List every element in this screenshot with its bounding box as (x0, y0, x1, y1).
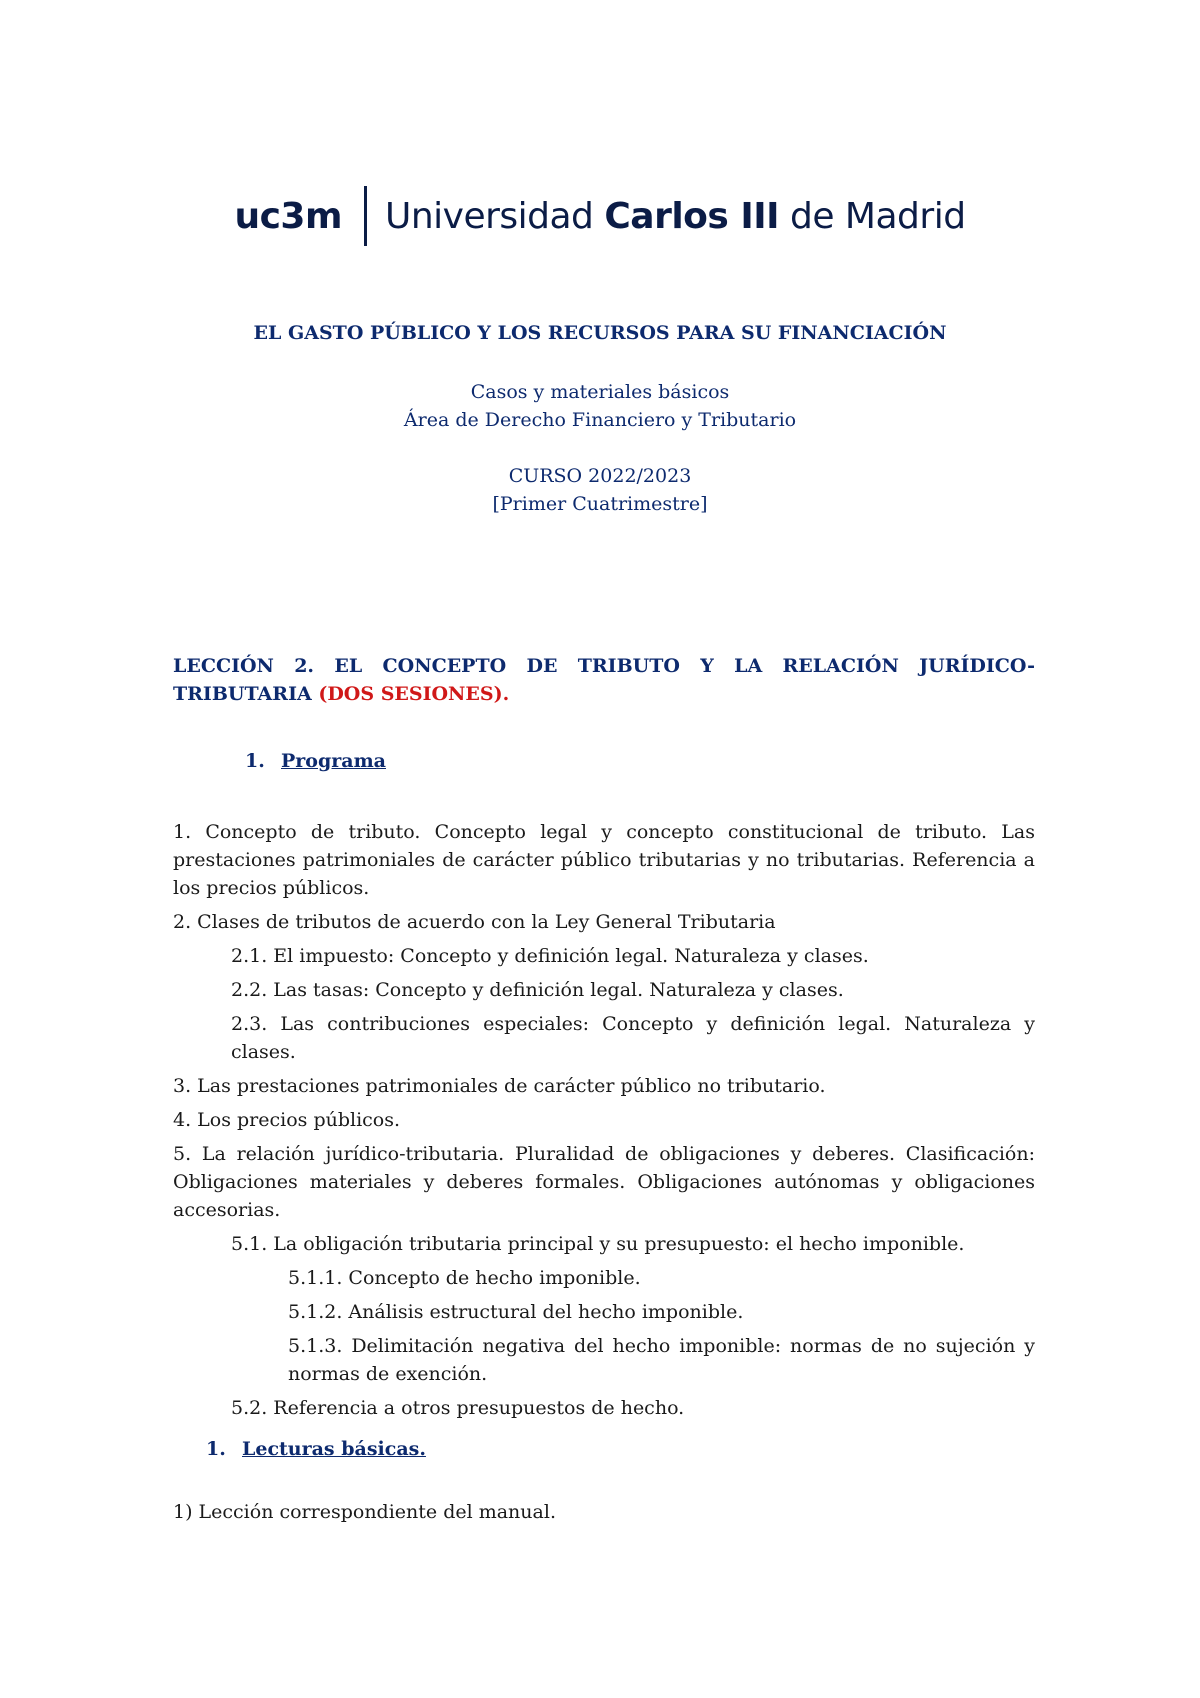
program-subitem: 2.3. Las contribuciones especiales: Concepto y definición legal. Naturaleza y clases. (231, 1013, 1035, 1063)
course-year: CURSO 2022/2023 (508, 465, 692, 487)
program-list (173, 818, 1035, 1428)
university-name-post: de Madrid (779, 195, 966, 237)
section-heading-programa (245, 750, 386, 772)
section-number: 1. (206, 1438, 226, 1460)
university-name-bold: Carlos III (604, 195, 780, 237)
uc3m-mark: uc3m (234, 195, 342, 237)
reading-item: 1) Lección correspondiente del manual. (173, 1501, 556, 1523)
program-item: 3. Las prestaciones patrimoniales de carácter público no tributario. (173, 1075, 826, 1097)
program-subitem: 5.2. Referencia a otros presupuestos de hecho. (231, 1397, 685, 1419)
lesson-sessions: (DOS SESIONES) (318, 683, 503, 705)
section-label: Programa (281, 750, 386, 772)
university-logo (0, 186, 1200, 246)
program-item: 2. Clases de tributos de acuerdo con la Ley General Tributaria (173, 911, 776, 933)
subtitle-area: Área de Derecho Financiero y Tributario (403, 409, 797, 431)
program-subitem: 2.1. El impuesto: Concepto y definición legal. Naturaleza y clases. (231, 945, 869, 967)
lesson-title-text: LECCIÓN 2. EL CONCEPTO DE TRIBUTO Y LA RELACIÓN JURÍDICO-TRIBUTARIA (173, 655, 1035, 705)
course-term: [Primer Cuatrimestre] (492, 493, 708, 515)
program-item: 5. La relación jurídico-tributaria. Pluralidad de obligaciones y deberes. Clasificación: Obligaciones materiales y deberes formales. Obligaciones autónomas y obligaciones accesorias. (173, 1143, 1035, 1221)
course-block (0, 462, 1200, 518)
program-subsubitem: 5.1.2. Análisis estructural del hecho imponible. (288, 1301, 744, 1323)
subtitle-block (0, 378, 1200, 434)
logo-separator (364, 186, 367, 246)
program-subsubitem: 5.1.1. Concepto de hecho imponible. (288, 1267, 641, 1289)
subtitle-materials: Casos y materiales básicos (470, 381, 730, 403)
document-title: EL GASTO PÚBLICO Y LOS RECURSOS PARA SU FINANCIACIÓN (253, 322, 947, 344)
section-number: 1. (245, 750, 265, 772)
section-label: Lecturas básicas. (242, 1438, 426, 1460)
program-subsubitem: 5.1.3. Delimitación negativa del hecho imponible: normas de no sujeción y normas de exención. (288, 1335, 1035, 1385)
section-heading-lecturas (206, 1438, 426, 1460)
university-name-pre: Universidad (384, 195, 605, 237)
program-subitem: 5.1. La obligación tributaria principal y su presupuesto: el hecho imponible. (231, 1233, 965, 1255)
university-name (385, 196, 966, 237)
program-item: 1. Concepto de tributo. Concepto legal y concepto constitucional de tributo. Las prestaciones patrimoniales de carácter público tributarias y no tributarias. Referencia a los precios públicos. (173, 821, 1035, 899)
program-subitem: 2.2. Las tasas: Concepto y definición legal. Naturaleza y clases. (231, 979, 844, 1001)
program-item: 4. Los precios públicos. (173, 1109, 401, 1131)
lesson-title (173, 652, 1035, 708)
lesson-title-end: . (502, 683, 510, 705)
